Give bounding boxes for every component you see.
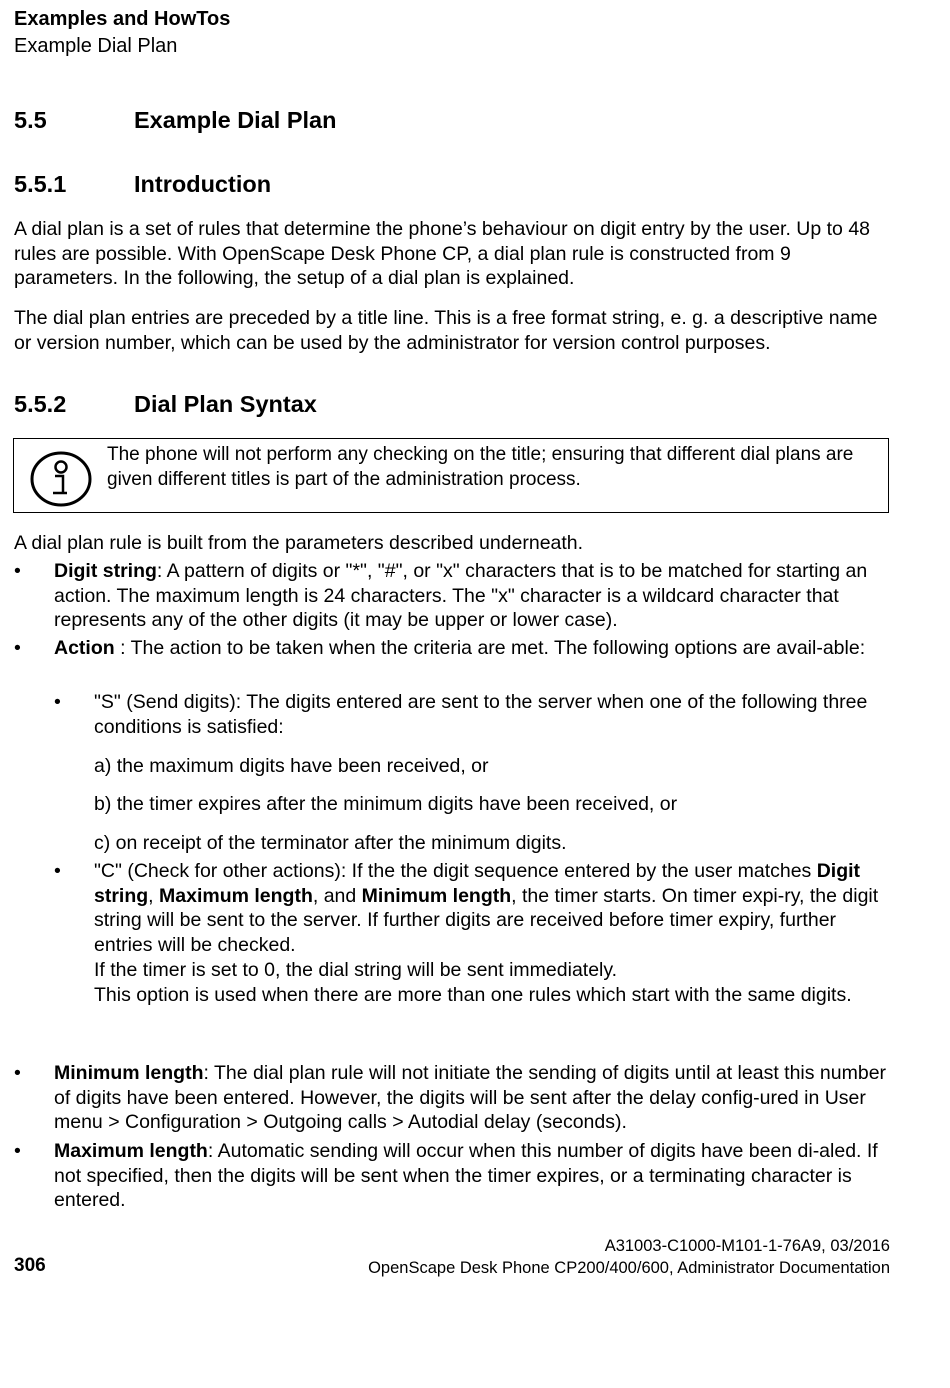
send-condition-b: b) the timer expires after the minimum digits have been received, or	[94, 793, 678, 815]
param-description: : Automatic sending will occur when this number of digits have been di-aled. If not specified, then the digits will be sent when the timer expires, or a terminating character is entered.	[54, 1140, 878, 1212]
info-icon	[30, 451, 92, 507]
check-text: ,	[148, 884, 160, 907]
check-text: , and	[312, 884, 362, 907]
param-action	[54, 636, 892, 661]
section-number: 5.5	[14, 107, 47, 133]
bullet-marker: •	[14, 637, 21, 659]
section-title: Dial Plan Syntax	[134, 391, 317, 417]
syntax-lead: A dial plan rule is built from the parameters described underneath.	[14, 532, 584, 554]
section-title: Introduction	[134, 171, 272, 197]
check-term-maximum-length: Maximum length	[159, 884, 313, 907]
running-header-section: Example Dial Plan	[14, 35, 178, 57]
param-description: : The action to be taken when the criteria are met. The following options are avail-able:	[114, 637, 866, 659]
param-minimum-length	[54, 1061, 892, 1135]
param-description: : A pattern of digits or "*", "#", or "x" characters that is to be matched for starting an action. The maximum length is 24 characters. The "x" character is a wildcard character that represents any of the other digits (it may be upper or lower case).	[54, 560, 868, 632]
bullet-marker: •	[54, 691, 61, 713]
footer-doc-title: OpenScape Desk Phone CP200/400/600, Administrator Documentation	[368, 1259, 890, 1277]
page-number: 306	[14, 1255, 46, 1276]
section-number: 5.5.1	[14, 171, 67, 197]
section-number: 5.5.2	[14, 391, 67, 417]
check-text: , the timer starts. On timer expi-ry, the digit string will be sent to the server. If further digits are received before timer expiry, further entries will be checked.	[94, 884, 879, 957]
note-text: The phone will not perform any checking on the title; ensuring that different dial plans are given different titles is part of the administration process.	[107, 444, 854, 490]
send-condition-c: c) on receipt of the terminator after the minimum digits.	[94, 832, 567, 854]
intro-paragraph-1: A dial plan is a set of rules that determine the phone’s behaviour on digit entry by the user. Up to 48 rules are possible. With OpenScape Desk Phone CP, a dial plan rule is constructed from 9 parameters. In the following, the setup of a dial plan is explained.	[14, 218, 871, 290]
intro-paragraph-2: The dial plan entries are preceded by a title line. This is a free format string, e. g. a descriptive name or version number, which can be used by the administrator for version control purposes.	[14, 307, 878, 354]
param-maximum-length	[54, 1139, 892, 1213]
running-header-chapter: Examples and HowTos	[14, 8, 231, 30]
param-term: Minimum length	[54, 1062, 204, 1084]
param-term: Digit string	[54, 560, 157, 582]
bullet-marker: •	[14, 1062, 21, 1084]
bullet-marker: •	[14, 1140, 21, 1162]
check-paragraph	[94, 859, 892, 958]
param-term: Action	[54, 637, 115, 659]
bullet-marker: •	[14, 560, 21, 582]
footer-doc-id: A31003-C1000-M101-1-76A9, 03/2016	[604, 1237, 890, 1255]
note-box	[13, 438, 889, 513]
check-line-timer-zero: If the timer is set to 0, the dial string will be sent immediately.	[94, 958, 618, 981]
action-check	[94, 859, 892, 1007]
bullet-marker: •	[54, 860, 61, 882]
check-text: "C" (Check for other actions): If the the digit sequence entered by the user matches	[94, 860, 817, 882]
param-term: Maximum length	[54, 1140, 208, 1162]
send-condition-a: a) the maximum digits have been received, or	[94, 755, 489, 777]
section-title: Example Dial Plan	[134, 107, 337, 133]
param-description: : The dial plan rule will not initiate the sending of digits until at least this number of digits have been entered. However, the digits will be sent after the delay config-ured in User menu > Configuration > Outgoing calls > Autodial delay (seconds).	[54, 1062, 887, 1134]
param-digit-string	[54, 559, 892, 633]
action-send-digits: "S" (Send digits): The digits entered are sent to the server when one of the following three conditions is satisfied:	[94, 691, 868, 738]
check-line-multiple-rules: This option is used when there are more than one rules which start with the same digits.	[94, 983, 852, 1006]
check-term-digit-string: Digit string	[94, 860, 861, 907]
check-term-minimum-length: Minimum length	[361, 884, 512, 907]
